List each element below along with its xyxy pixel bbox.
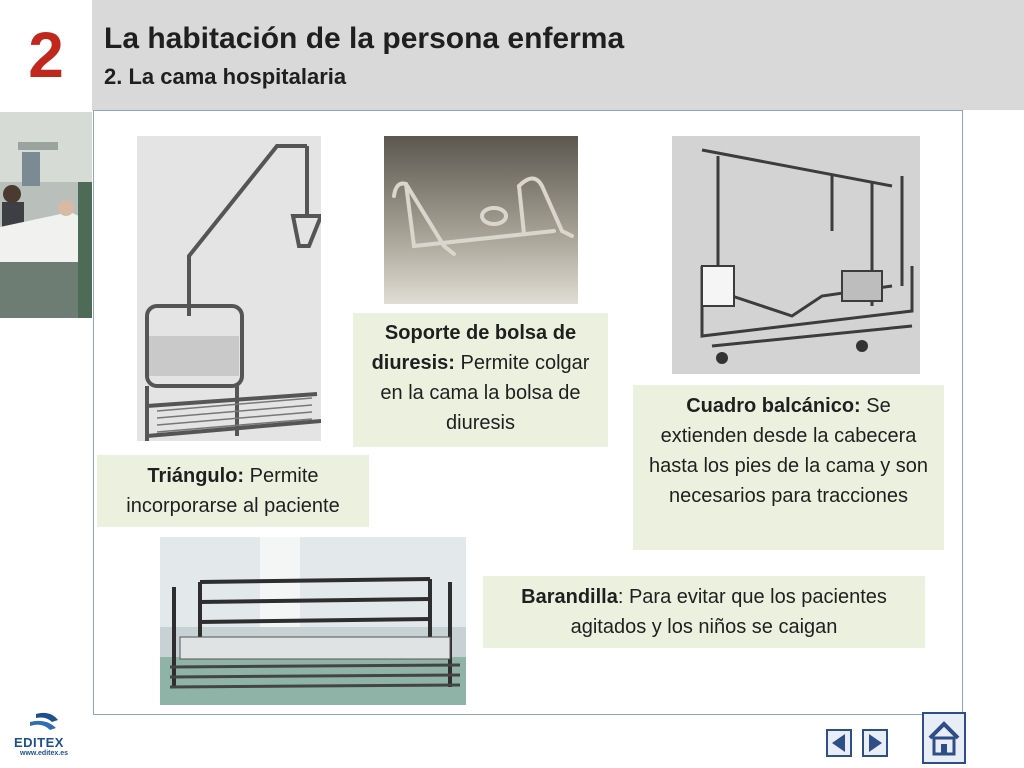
- triangulo-caption-term: Triángulo:: [147, 465, 245, 487]
- next-slide-button[interactable]: [862, 729, 888, 757]
- soporte-caption-term: Soporte de bolsa de diuresis:: [371, 322, 577, 374]
- slide-number-box: [0, 0, 92, 110]
- home-button[interactable]: [922, 712, 966, 764]
- slide-number: 2: [28, 19, 64, 91]
- arrow-right-icon: [864, 731, 886, 755]
- cuadro-caption-term: Cuadro balcánico:: [686, 395, 861, 417]
- slide-title: La habitación de la persona enferma: [104, 22, 625, 55]
- barandilla-image: [160, 537, 466, 705]
- editex-logo-url: www.editex.es: [20, 750, 68, 757]
- arrow-left-icon: [828, 731, 850, 755]
- cuadro-balcanico-image: [672, 136, 920, 374]
- slide-subtitle: 2. La cama hospitalaria: [104, 64, 347, 89]
- triangulo-bed-image: [137, 136, 321, 441]
- triangulo-caption-text: Permite incorporarse al paciente: [126, 465, 340, 517]
- prev-slide-button[interactable]: [826, 729, 852, 757]
- cuadro-caption-text: Se extienden desde la cabecera hasta los pies de la cama y son necesarios para tracciones: [648, 395, 929, 507]
- home-icon: [924, 714, 964, 762]
- soporte-caption-text: Permite colgar en la cama la bolsa de diuresis: [380, 352, 590, 434]
- barandilla-caption-term: Barandilla: [521, 586, 618, 608]
- barandilla-caption-text: : Para evitar que los pacientes agitados y los niños se caigan: [570, 586, 887, 638]
- cuadro-caption: [633, 385, 944, 550]
- soporte-bolsa-image: [384, 136, 578, 304]
- barandilla-caption: [483, 576, 925, 648]
- editex-logo-text: EDITEX: [14, 735, 64, 750]
- triangulo-caption: [97, 455, 369, 527]
- content-panel: [93, 110, 963, 715]
- slide-header: [92, 0, 1024, 110]
- soporte-caption: [353, 313, 608, 447]
- patient-room-photo: [0, 112, 92, 318]
